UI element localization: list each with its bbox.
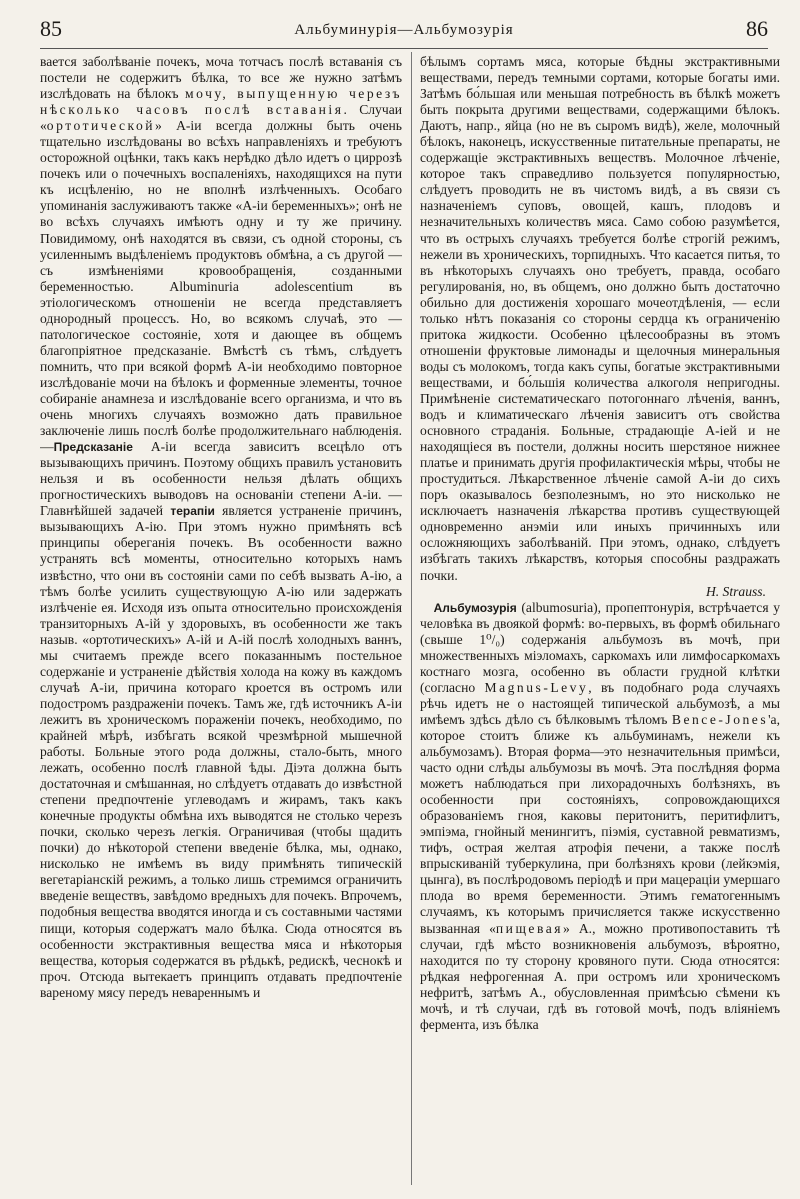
albumosuria-article: Альбумозурія (albumosuria), пропептонурія, встрѣчается у человѣка въ двоякой формѣ: во-первыхъ, въ формѣ обильнаго (свыше 1⁰/₀) содержанія альбумозъ въ мочѣ, при множественныхъ міэломахъ, саркомахъ или лимфосаркомахъ костнаго мозга, особенно въ области грудной клѣтки (согласно Magnus-Levy, въ подобнаго рода случаяхъ рѣчь идетъ не о настоящей типической альбумозѣ, а мы имѣемъ здѣсь дѣло съ бѣлковымъ тѣломъ Bence-Jones'а, которое стоитъ ближе къ альбуминамъ, нежели къ альбумозамъ). Вторая форма—это незначительныя примѣси, часто одни слѣды альбумозы въ мочѣ. Эта послѣдняя форма можетъ наблюдаться при лихорадочныхъ болѣзняхъ, въ особенности при состояніяхъ, сопровождающихся образованіемъ гноя, каковы перитонитъ, перитифлитъ, эмпіэма, гнойный менингитъ, піэмія, суставной ревматизмъ, тифъ, острая желтая атрофія печени, а также послѣ впрыскиваній туберкулина, при болѣзняхъ крови (лейкэмія, цынга), въ послѣродовомъ періодѣ и при мацераціи умершаго плода во время беременности. Этимъ гематогеннымъ случаямъ, къ которымъ причисляется также искусственно вызванная «пищевая» А., можно противопоставить тѣ случаи, гдѣ мѣсто возникновенія альбумозъ, вѣроятно, находится по ту сторону кровяного пути. Сюда относятся: рѣдкая нефрогенная А. при остромъ или хроническомъ нефритѣ, затѣмъ А., обусловленная примѣсью сѣмени къ мочѣ, и тѣ случаи, гдѣ въ готовой мочѣ, подъ вліяніемъ фермента, изъ бѣлка [420, 599, 780, 1032]
section-label-prognosis: Предсказаніе [53, 440, 133, 455]
page-number-right: 86 [746, 16, 768, 41]
page-header [40, 14, 768, 44]
albuminuria-text: вается заболѣваніе почекъ, моча тотчасъ послѣ вставанія съ постели не содержитъ бѣлка, то все же нужно затѣмъ изслѣдовать на бѣлокъ мочу, выпущенную черезъ нѣсколько часовъ послѣ вставанія. Случаи «ортотической» А-іи всегда должны быть очень тщательно изслѣдованы во всѣхъ направленіяхъ и требуютъ осторожной оцѣнки, такъ какъ нерѣдко дѣло идетъ о циррозѣ почекъ или о почечныхъ воспаленіяхъ, находящихся на пути къ исцѣленію, но не вполнѣ излѣченныхъ. Особаго упоминанія заслуживаютъ также «А-іи беременныхъ»; онѣ не во всѣхъ случаяхъ имѣютъ одну и ту же причину. Повидимому, онѣ находятся въ связи, съ одной стороны, съ усиленнымъ выдѣленіемъ продуктовъ обмѣна, а съ другой — съ измѣненіями кровообращенія, созданными беременностью. Albuminuria adolescentium въ этіологическомъ отношеніи не всегда представляетъ однородный процессъ. Но, во всякомъ случаѣ, это — патологическое состояніе, хотя и дающее въ общемъ благопріятное предсказаніе. Вмѣстѣ съ тѣмъ, слѣдуетъ помнить, что при всякой формѣ А-іи необходимо повторное изслѣдованіе мочи на бѣлокъ и форменные элементы, точное собираніе анамнеза и изслѣдованіе всего организма, и что въ очень многихъ случаяхъ возможно дать правильное заключеніе лишь послѣ болѣе продолжительнаго наблюденія.—Предсказаніе А-іи всегда зависитъ всецѣло отъ вызывающихъ причинъ. Поэтому общихъ правилъ установить нельзя и въ особенности нельзя дѣлать общихъ прогностическихъ выводовъ на основаніи степени А-іи. — Главнѣйшей задачей терапіи является устраненіе причинъ, вызывающихъ А-ію. При этомъ нужно примѣнять всѣ принципы обереганія почекъ. Въ особенности важно устранять всѣ моменты, относительно которыхъ намъ извѣстно, что они въ состояніи сами по себѣ вызвать А-ію, а тѣмъ болѣе усилить существующую А-ію или задержать излѣченіе ея. Исходя изъ опыта относительно происхожденія транзиторныхъ А-ій у здоровыхъ, въ особенности же такъ назыв. «ортотическихъ» А-ій и А-ій послѣ холодныхъ ваннъ, мы считаемъ прежде всего показаннымъ постельное содержаніе и устраненіе дѣйствія холода на кожу въ каждомъ случаѣ А-іи, причина котораго кроется въ остромъ или подостромъ раздраженіи почекъ. Тамъ же, гдѣ источникъ А-іи лежитъ въ хроническомъ пораженіи почекъ, необходимо, по крайней мѣрѣ, избѣгать всякой чрезмѣрной мышечной работы. Больные этого рода должны, стало-быть, много лежать, особенно послѣ главной ѣды. Діэта должна быть достаточная и смѣшанная, но слѣдуетъ отдавать до извѣстной степени предпочтеніе углеводамъ и жирамъ, такъ какъ конечные продукты обмѣна ихъ выводятся не столько черезъ почки, сколько черезъ легкія. Ограничивая (чтобы щадить почки) до нѣкоторой степени введеніе бѣлка, мы, однако, нисколько не имѣемъ въ виду примѣнять типическій вегетаріанскій режимъ, а только лишь стремимся ограничить введеніе веществъ, завѣдомо вредныхъ для почекъ. Впрочемъ, подобныя вещества вводятся иногда и съ составными частями пищи, которыя содержатъ мало бѣлка. Сюда относятся въ особенности экстрактивныя вещества мяса и нѣкоторыя вещества, которыя содержатся въ рѣдькѣ, редискѣ, чеснокѣ и проч. Отсюда вытекаетъ принципъ отдавать предпочтеніе вареному мясу передъ невареннымъ и [40, 54, 402, 1000]
section-label-therapy: терапіи [170, 504, 215, 519]
page-number-left: 85 [40, 16, 62, 41]
albuminuria-text-continued: бѣлымъ сортамъ мяса, которые бѣдны экстрактивными веществами, передъ темными сортами, которые богаты ими. Затѣмъ бо́льшая или меньшая потребность въ бѣлкѣ можетъ быть покрыта другими веществами, содержащими бѣлокъ. Даютъ, напр., яйца (но не въ сыромъ видѣ), желе, молочный бѣлокъ, наконецъ, искусственные питательные препараты, не содержащіе экстрактивныхъ веществъ. Молочное лѣченіе, которое такъ справедливо пользуется популярностью, слѣдуетъ проводить не въ чистомъ видѣ, а въ связи съ назначеніемъ суповъ, овощей, кашъ, плодовъ и незначительныхъ количествъ мяса. Само собою разумѣется, что въ острыхъ случаяхъ требуется болѣе строгій режимъ, нежели въ хроническихъ, торпидныхъ. Что касается питья, то въ нѣкоторыхъ случаяхъ оно требуетъ, правда, особаго регулированія, но, въ общемъ, оно должно быть достаточно обильно для достиженія хорошаго мочеотдѣленія, — если только нѣтъ показанія со стороны сердца къ ограниченію притока жидкости. Особенно цѣлесообразны въ этомъ отношеніи фруктовые лимонады и щелочныя минеральныя воды съ молокомъ, тогда какъ супы, богатые экстрактивными веществами, и бо́льшія количества алкоголя непригодны. Примѣненіе систематическаго потогоннаго лѣченія, ваннъ, водъ и климатическаго лѣченія зависитъ отъ свойства основного страданія. Больные, страдающіе А-іей и не находящіеся въ постели, должны носить шерстяное нижнее платье и принимать другія профилактическія мѣры, чтобы не простудиться. Лѣкарственное лѣченіе самой А-іи до сихъ поръ оказывалось безполезнымъ, но это нисколько не исключаетъ назначенія лѣкарства противъ существующей одновременно анэміи или иныхъ причинныхъ или осложняющихъ заболѣваній. При этомъ, однако, слѣдуетъ избѣгать такихъ лѣкарствъ, которыя способны раздражать почки. [420, 54, 780, 583]
left-column [40, 54, 402, 1189]
author-signature: H. Strauss. [705, 583, 766, 599]
right-column [420, 54, 780, 1189]
article-title: Альбумозурія [433, 600, 517, 615]
header-rule [40, 48, 768, 49]
column-divider [411, 52, 412, 1185]
running-title: Альбуминурія—Альбумозурія [294, 22, 514, 38]
